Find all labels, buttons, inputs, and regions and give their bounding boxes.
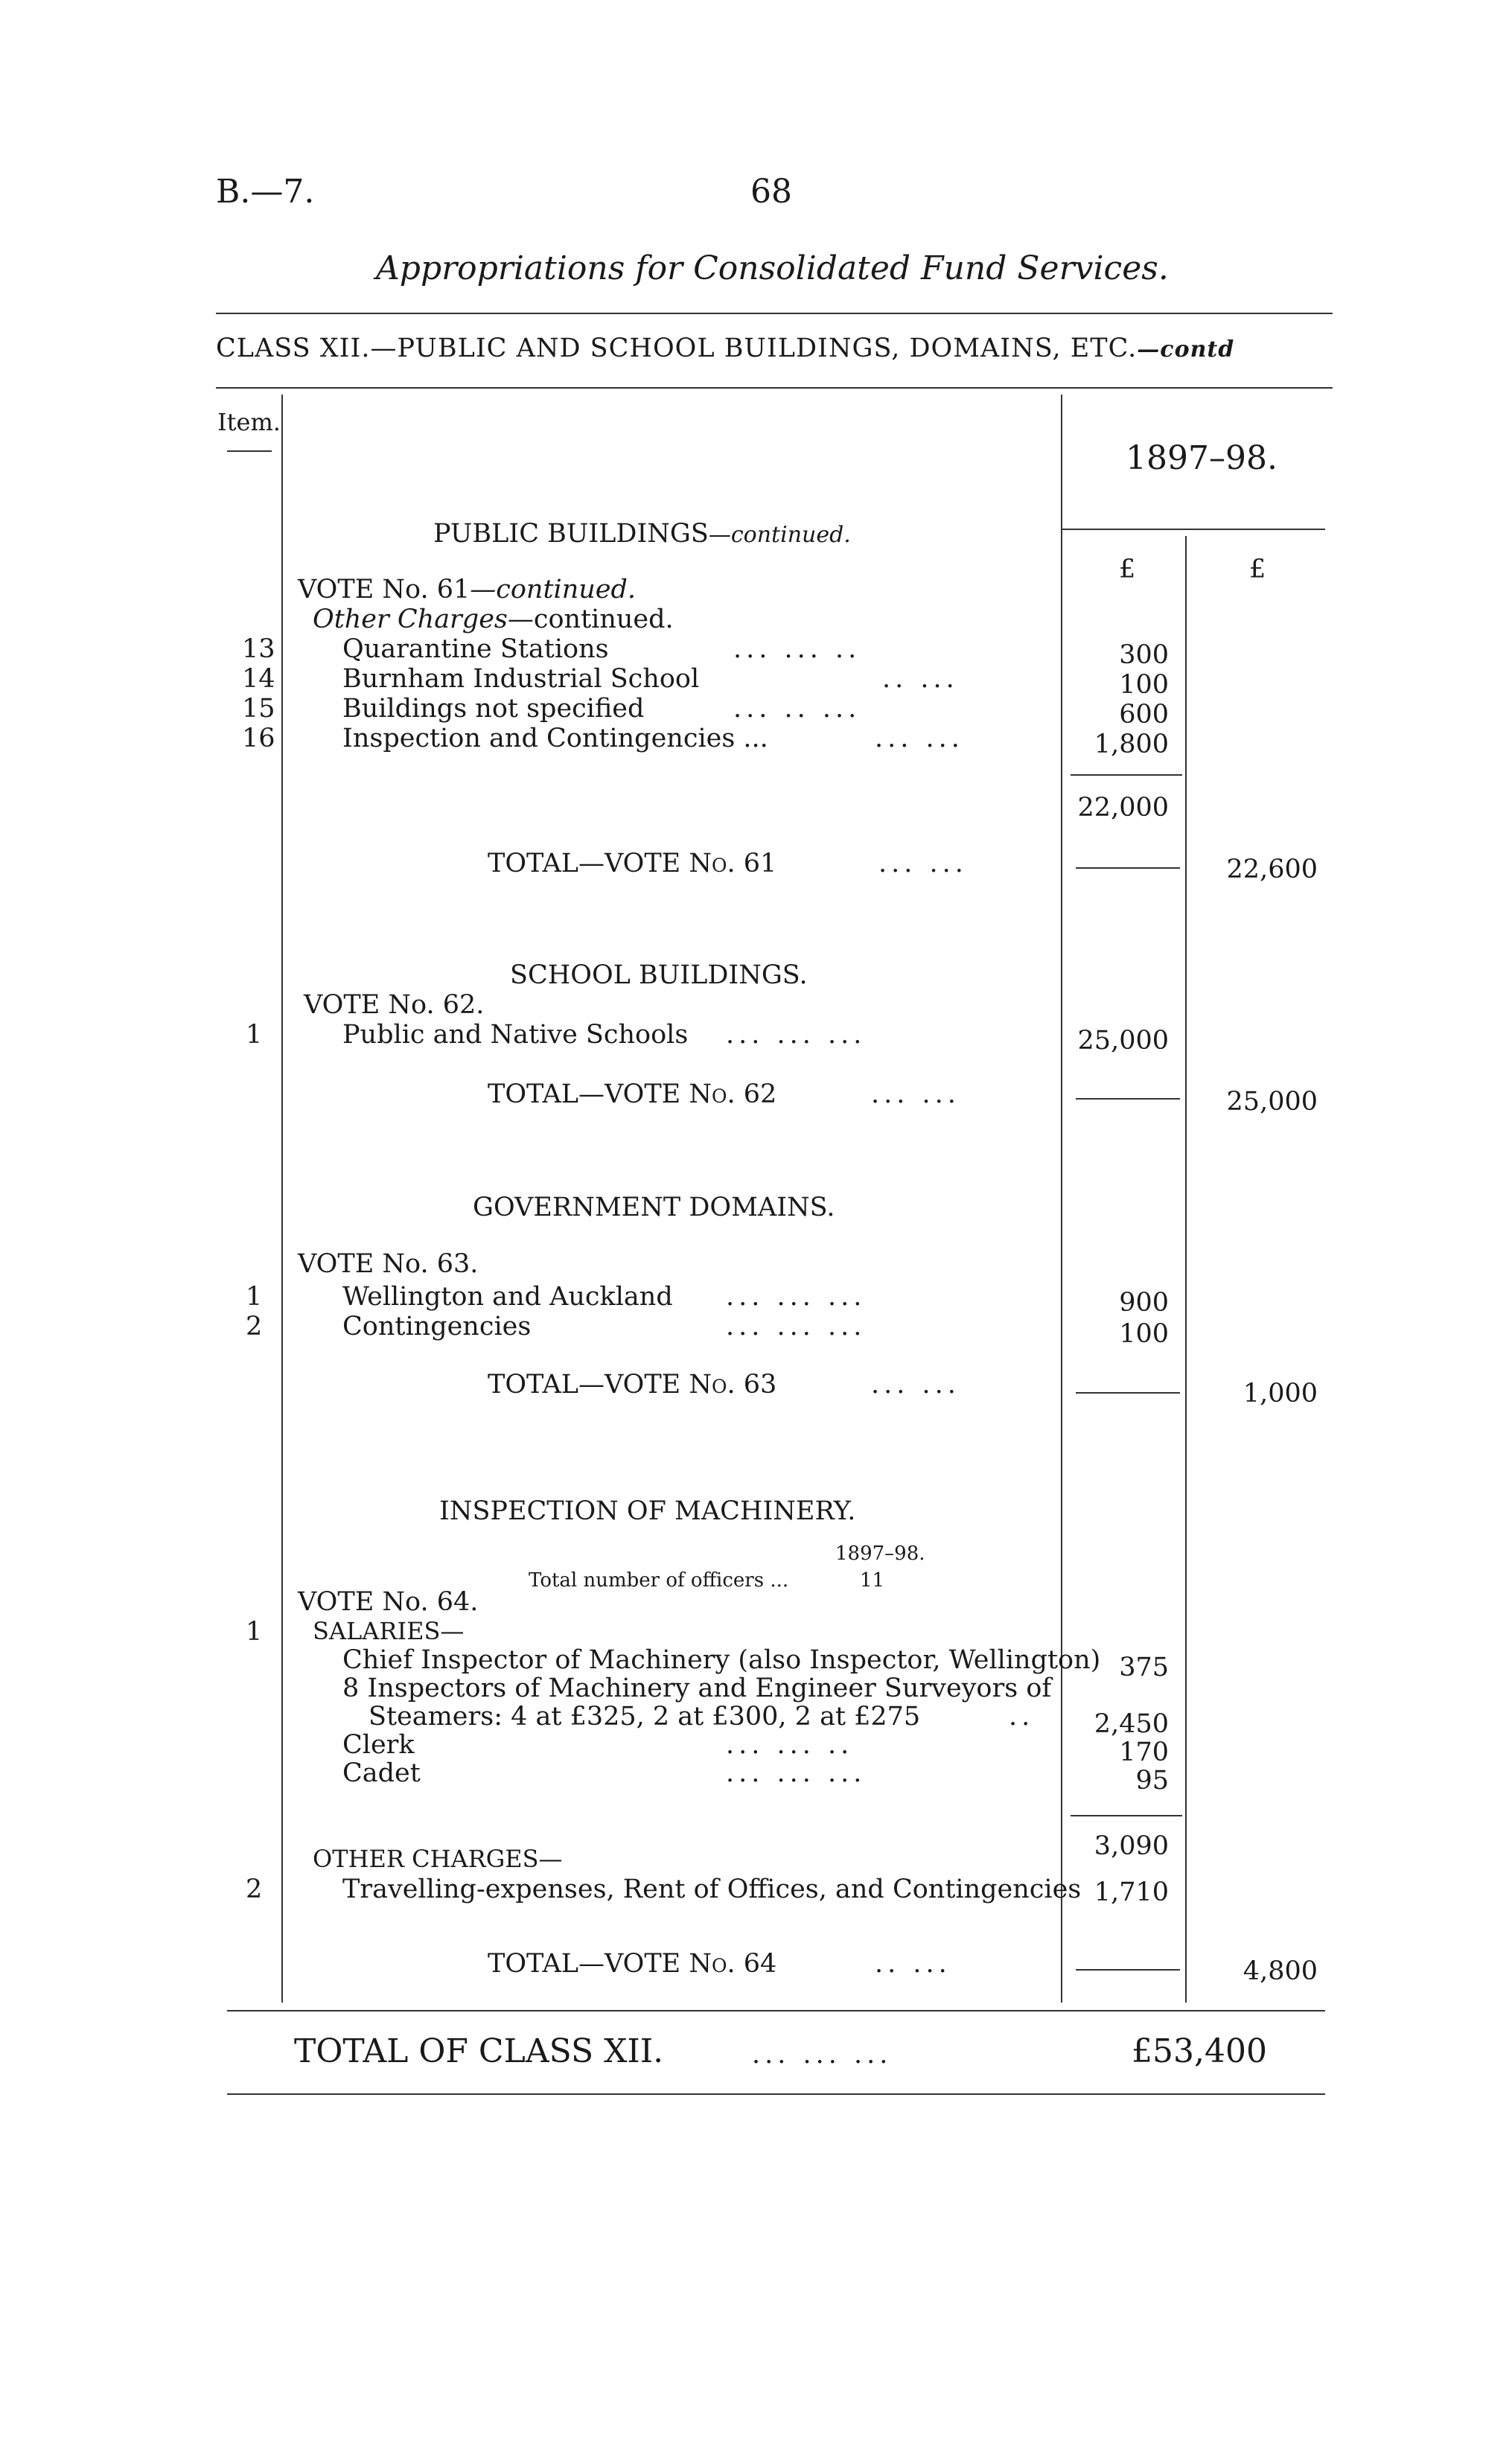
item-label: Quarantine Stations (342, 634, 609, 664)
leader-dots: ... ... (878, 849, 968, 878)
leader-dots: ... ... ... (726, 1758, 867, 1788)
class-heading-rule (216, 387, 1333, 389)
leader-dots: ... ... (875, 724, 964, 753)
public-buildings-heading (433, 519, 851, 549)
leader-dots: ... ... .. (726, 1730, 854, 1760)
public-buildings-heading-text: PUBLIC BUILDINGS (433, 519, 709, 549)
grand-total-bottom-rule (227, 2093, 1325, 2095)
subtotal-rule (1071, 774, 1182, 776)
item-label: Inspection and Contingencies ... (342, 724, 768, 753)
item-amount: 300 (1119, 640, 1169, 670)
salary-item-label: Cadet (342, 1758, 421, 1788)
item-number: 1 (246, 1282, 263, 1312)
leader-dots: ... ... ... (726, 1282, 867, 1312)
pound-sign-total: £ (1249, 555, 1266, 584)
vote-64-total-label: TOTAL—VOTE No. 64 (488, 1949, 777, 1979)
salary-item-label: Steamers: 4 at £325, 2 at £300, 2 at £275 (369, 1702, 921, 1732)
total-dash (1076, 867, 1180, 869)
total-dash (1076, 1098, 1180, 1100)
vote-64-total: 4,800 (1243, 1956, 1318, 1986)
item-label: Contingencies (342, 1312, 532, 1341)
leader-dots: ... ... ... (752, 2040, 893, 2070)
salary-item-label: Clerk (342, 1730, 415, 1760)
document-reference: B.—7. (216, 173, 315, 211)
item-label: Public and Native Schools (342, 1020, 689, 1050)
item-number: 1 (246, 1617, 263, 1647)
page-title: Appropriations for Consolidated Fund Services. (376, 249, 1169, 287)
total-dash (1076, 1392, 1180, 1394)
grand-total-amount: £53,400 (1132, 2032, 1267, 2070)
salary-item-amount: 2,450 (1094, 1709, 1169, 1739)
leader-dots: ... ... (871, 1370, 960, 1400)
total-dash (1076, 1969, 1180, 1971)
item-number: 15 (242, 694, 275, 724)
salaries-subtotal: 3,090 (1094, 1831, 1169, 1861)
class-heading-suffix: —contd (1137, 336, 1235, 363)
vote-61-heading (298, 575, 636, 604)
vote-61-total-label: TOTAL—VOTE No. 61 (488, 849, 777, 878)
other-charges-subheading-64: OTHER CHARGES— (313, 1845, 563, 1873)
vote-61-suffix: —continued. (470, 575, 637, 604)
public-buildings-heading-suffix: —continued. (708, 522, 851, 548)
leader-dots: .. ... (882, 664, 959, 694)
leader-dots: ... ... .. (733, 634, 861, 664)
other-charges-item-label: Travelling-expenses, Rent of Offices, and Contingencies (342, 1875, 1082, 1904)
grand-total-label: TOTAL OF CLASS XII. (294, 2032, 664, 2070)
salary-item-label: 8 Inspectors of Machinery and Engineer Surveyors of (342, 1674, 1052, 1703)
salary-item-amount: 170 (1119, 1738, 1169, 1767)
vote-61-total: 22,600 (1226, 855, 1318, 884)
item-amount: 25,000 (1077, 1026, 1169, 1056)
other-charges-italic: Other Charges (313, 604, 508, 634)
item-amount: 600 (1119, 700, 1169, 730)
grand-total-top-rule (227, 2010, 1325, 2011)
title-rule (216, 313, 1333, 314)
page-number: 68 (750, 173, 792, 211)
item-column-divider (281, 395, 283, 2003)
officers-year: 1897–98. (835, 1542, 925, 1565)
officers-label: Total number of officers ... (529, 1569, 789, 1592)
vote-63-heading: VOTE No. 63. (298, 1249, 479, 1279)
government-domains-heading: GOVERNMENT DOMAINS. (473, 1193, 835, 1222)
leader-dots: ... ... (871, 1079, 960, 1109)
vote-62-total-label: TOTAL—VOTE No. 62 (488, 1079, 777, 1109)
inspection-machinery-heading: INSPECTION OF MACHINERY. (439, 1496, 856, 1526)
subcolumn-divider (1185, 536, 1187, 2003)
class-heading (216, 334, 1234, 363)
vote-61-subtotal: 22,000 (1077, 793, 1169, 823)
year-header-rule (1061, 529, 1325, 530)
item-amount: 1,800 (1094, 730, 1169, 759)
salaries-subheading: SALARIES— (313, 1617, 465, 1645)
item-header-underline (227, 450, 272, 452)
other-charges-subheading (313, 604, 674, 634)
salary-item-label: Chief Inspector of Machinery (also Inspector, Wellington) (342, 1645, 1101, 1675)
vote-64-heading: VOTE No. 64. (298, 1587, 479, 1617)
item-number: 14 (242, 664, 275, 694)
subtotal-rule (1071, 1815, 1182, 1816)
leader-dots: ... ... ... (726, 1312, 867, 1341)
item-number: 1 (246, 1020, 263, 1050)
item-column-header: Item. (217, 408, 281, 436)
leader-dots: ... ... ... (726, 1020, 867, 1050)
vote-61-label: VOTE No. 61 (298, 575, 470, 604)
vote-63-total-label: TOTAL—VOTE No. 63 (488, 1370, 777, 1400)
item-amount: 100 (1119, 1319, 1169, 1349)
item-number: 2 (246, 1875, 263, 1904)
year-column-header: 1897–98. (1126, 439, 1277, 477)
item-label: Buildings not specified (342, 694, 645, 724)
item-amount: 900 (1119, 1288, 1169, 1318)
vote-62-total: 25,000 (1226, 1087, 1318, 1117)
item-amount: 100 (1119, 670, 1169, 700)
item-number: 2 (246, 1312, 263, 1341)
leader-dots: .. ... (875, 1949, 951, 1979)
other-charges-rest: —continued. (507, 604, 674, 634)
school-buildings-heading: SCHOOL BUILDINGS. (510, 960, 808, 990)
class-heading-main: CLASS XII.—PUBLIC AND SCHOOL BUILDINGS, DOMAINS, ETC. (216, 334, 1138, 363)
item-label: Wellington and Auckland (342, 1282, 673, 1312)
vote-62-heading: VOTE No. 62. (304, 990, 485, 1020)
vote-63-total: 1,000 (1243, 1379, 1318, 1408)
other-charges-amount: 1,710 (1094, 1877, 1169, 1907)
item-number: 13 (242, 634, 275, 664)
officers-count: 11 (860, 1569, 885, 1592)
leader-dots: ... .. ... (733, 694, 861, 724)
pound-sign-detail: £ (1119, 555, 1136, 584)
leader-dots: .. (1009, 1702, 1035, 1732)
salary-item-amount: 375 (1119, 1653, 1169, 1682)
salary-item-amount: 95 (1135, 1766, 1169, 1796)
item-label: Burnham Industrial School (342, 664, 700, 694)
item-number: 16 (242, 724, 275, 753)
